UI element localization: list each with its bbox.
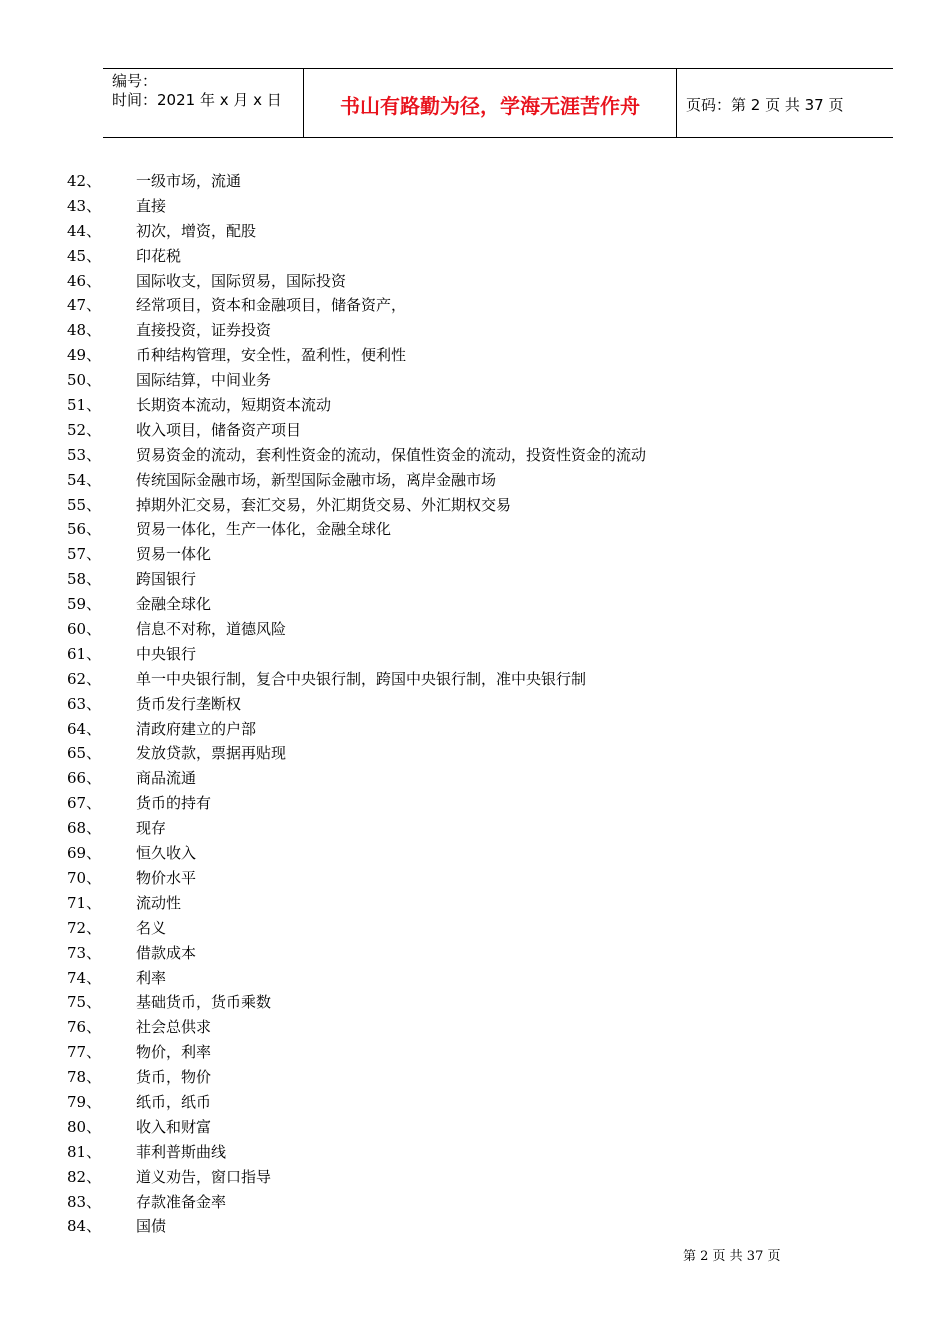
item-text: 国际结算，中间业务 (136, 371, 272, 390)
item-text: 道义劝告，窗口指导 (136, 1167, 272, 1186)
item-text: 中央银行 (136, 644, 197, 663)
item-text: 跨国银行 (136, 570, 197, 589)
list-item (67, 244, 646, 269)
item-text: 贸易一体化 (136, 545, 212, 564)
list-item (67, 1115, 646, 1140)
list-item (67, 368, 646, 393)
item-number: 62、 (67, 669, 102, 688)
list-item (67, 219, 646, 244)
list-item (67, 866, 646, 891)
number-label: 编号： (112, 72, 158, 90)
item-text: 印花税 (136, 246, 182, 265)
list-item (67, 1140, 646, 1165)
item-text: 币种结构管理，安全性，盈利性，便利性 (136, 346, 407, 365)
item-text: 经常项目，资本和金融项目，储备资产， (136, 296, 407, 315)
item-number: 79、 (67, 1092, 102, 1111)
list-item (67, 517, 646, 542)
item-number: 70、 (67, 868, 102, 887)
list-item (67, 990, 646, 1015)
item-text: 发放贷款，票据再贴现 (136, 744, 287, 763)
item-number: 75、 (67, 993, 102, 1012)
list-item (67, 617, 646, 642)
list-item (67, 194, 646, 219)
item-text: 社会总供求 (136, 1018, 212, 1037)
item-text: 恒久收入 (136, 844, 197, 863)
item-number: 73、 (67, 943, 102, 962)
list-item (67, 542, 646, 567)
list-item (67, 567, 646, 592)
list-item (67, 717, 646, 742)
list-item (67, 1214, 646, 1239)
item-number: 71、 (67, 893, 102, 912)
list-item (67, 667, 646, 692)
item-text: 初次，增资，配股 (136, 221, 257, 240)
list-item (67, 1190, 646, 1215)
item-number: 50、 (67, 371, 102, 390)
item-text: 收入项目，储备资产项目 (136, 420, 302, 439)
item-text: 名义 (136, 918, 167, 937)
list-item (67, 318, 646, 343)
page-footer: 第 2 页 共 37 页 (683, 1249, 781, 1264)
item-number: 58、 (67, 570, 102, 589)
item-text: 基础货币，货币乘数 (136, 993, 272, 1012)
time-label: 时间：2021 年 x 月 x 日 (112, 91, 282, 109)
item-text: 传统国际金融市场，新型国际金融市场，离岸金融市场 (136, 470, 497, 489)
item-number: 54、 (67, 470, 102, 489)
item-number: 45、 (67, 246, 102, 265)
list-item (67, 741, 646, 766)
list-item (67, 816, 646, 841)
item-number: 74、 (67, 968, 102, 987)
list-item (67, 766, 646, 791)
item-number: 61、 (67, 644, 102, 663)
list-item (67, 642, 646, 667)
item-number: 82、 (67, 1167, 102, 1186)
item-text: 存款准备金率 (136, 1192, 227, 1211)
item-text: 利率 (136, 968, 167, 987)
item-number: 42、 (67, 172, 102, 190)
header-motto: 书山有路勤为径，学海无涯苦作舟 (304, 69, 677, 137)
item-text: 掉期外汇交易，套汇交易，外汇期货交易、外汇期权交易 (136, 495, 512, 514)
list-item (67, 393, 646, 418)
header-page-number: 页码：第 2 页 共 37 页 (686, 95, 844, 114)
item-text: 现存 (136, 819, 167, 838)
list-item (67, 1090, 646, 1115)
list-item (67, 493, 646, 518)
item-text: 贸易一体化，生产一体化，金融全球化 (136, 520, 392, 539)
item-number: 59、 (67, 595, 102, 614)
list-item (67, 418, 646, 443)
list-item (67, 1015, 646, 1040)
header-meta (103, 69, 304, 137)
list-item (67, 692, 646, 717)
item-text: 国际收支，国际贸易，国际投资 (136, 271, 347, 290)
item-number: 67、 (67, 794, 102, 813)
list-item (67, 1065, 646, 1090)
item-number: 77、 (67, 1043, 102, 1062)
item-text: 菲利普斯曲线 (136, 1142, 227, 1161)
item-number: 84、 (67, 1217, 102, 1236)
item-number: 49、 (67, 346, 102, 365)
item-text: 物价水平 (136, 868, 197, 887)
list-item (67, 468, 646, 493)
item-text: 长期资本流动，短期资本流动 (136, 396, 332, 415)
item-number: 63、 (67, 694, 102, 713)
item-text: 清政府建立的户部 (136, 719, 257, 738)
item-number: 69、 (67, 844, 102, 863)
item-text: 直接 (136, 196, 167, 215)
item-number: 81、 (67, 1142, 102, 1161)
item-number: 52、 (67, 420, 102, 439)
item-number: 76、 (67, 1018, 102, 1037)
item-number: 80、 (67, 1117, 102, 1136)
item-text: 信息不对称，道德风险 (136, 620, 287, 639)
item-number: 64、 (67, 719, 102, 738)
item-number: 55、 (67, 495, 102, 514)
list-item (67, 916, 646, 941)
page-header (103, 68, 893, 138)
item-number: 56、 (67, 520, 102, 539)
item-number: 66、 (67, 769, 102, 788)
item-number: 60、 (67, 620, 102, 639)
list-item (67, 791, 646, 816)
item-text: 贸易资金的流动，套利性资金的流动，保值性资金的流动，投资性资金的流动 (136, 445, 647, 464)
item-number: 68、 (67, 819, 102, 838)
item-text: 纸币，纸币 (136, 1092, 212, 1111)
list-item (67, 293, 646, 318)
item-text: 单一中央银行制，复合中央银行制，跨国中央银行制，准中央银行制 (136, 669, 587, 688)
list-item (67, 966, 646, 991)
list-item (67, 841, 646, 866)
item-text: 一级市场，流通 (136, 172, 242, 190)
item-text: 金融全球化 (136, 595, 212, 614)
item-text: 直接投资，证券投资 (136, 321, 272, 340)
item-text: 国债 (136, 1217, 167, 1236)
list-item (67, 169, 646, 194)
item-number: 57、 (67, 545, 102, 564)
item-number: 47、 (67, 296, 102, 315)
item-number: 65、 (67, 744, 102, 763)
item-text: 商品流通 (136, 769, 197, 788)
item-number: 51、 (67, 396, 102, 415)
item-text: 物价，利率 (136, 1043, 212, 1062)
list-item (67, 592, 646, 617)
item-number: 44、 (67, 221, 102, 240)
item-text: 货币，物价 (136, 1068, 212, 1087)
list-item (67, 1040, 646, 1065)
list-item (67, 941, 646, 966)
item-number: 53、 (67, 445, 102, 464)
list-item (67, 443, 646, 468)
answer-list (67, 169, 646, 1239)
item-text: 货币的持有 (136, 794, 212, 813)
item-number: 72、 (67, 918, 102, 937)
item-text: 货币发行垄断权 (136, 694, 242, 713)
item-number: 43、 (67, 196, 102, 215)
item-number: 78、 (67, 1068, 102, 1087)
item-number: 46、 (67, 271, 102, 290)
item-text: 收入和财富 (136, 1117, 212, 1136)
item-number: 83、 (67, 1192, 102, 1211)
list-item (67, 343, 646, 368)
list-item (67, 269, 646, 294)
item-text: 借款成本 (136, 943, 197, 962)
list-item (67, 891, 646, 916)
list-item (67, 1165, 646, 1190)
item-text: 流动性 (136, 893, 182, 912)
item-number: 48、 (67, 321, 102, 340)
